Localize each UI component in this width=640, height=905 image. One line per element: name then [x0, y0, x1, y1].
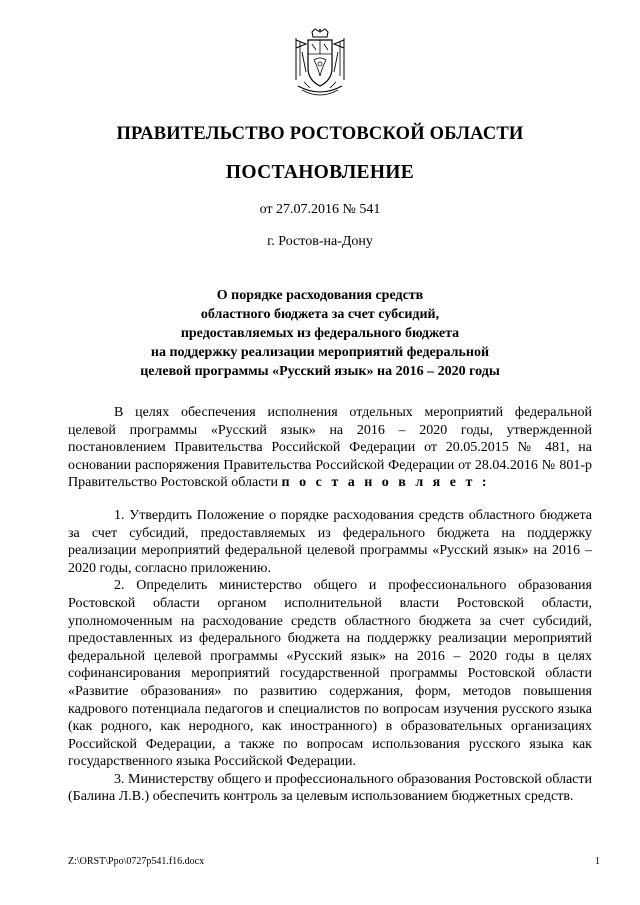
resolves-word: п о с т а н о в л я е т : — [281, 475, 490, 491]
page-footer — [68, 856, 600, 867]
page-number: 1 — [595, 856, 600, 867]
document-date-number: от 27.07.2016 № 541 — [259, 202, 381, 217]
document-type: ПОСТАНОВЛЕНИЕ — [225, 162, 415, 183]
subject-line: предоставляемых из федерального бюджета — [180, 326, 460, 341]
preamble-text: В целях обеспечения исполнения отдельных мероприятий федеральной целевой программы «Русский язык» на 2016 – 2020 годы, утвержденной постановлением Правительства Российской Федерации от 20.05.2015 № 481, на основании распоряжения Правительства Российской Федерации от 28.04.2016 № 801-р Правительство Ростовской области — [68, 405, 592, 491]
organization-title: ПРАВИТЕЛЬСТВО РОСТОВСКОЙ ОБЛАСТИ — [116, 124, 524, 144]
subject-line: на поддержку реализации мероприятий федеральной — [150, 345, 490, 360]
rostov-oblast-coat-of-arms-icon — [292, 28, 348, 100]
item-1-paragraph: 1. Утвердить Положение о порядке расходования средств областного бюджета за счет субсидий, предоставляемых из федерального бюджета на поддержку реализации мероприятий федеральной целевой программы «Русский язык» на 2016 – 2020 годы, согласно приложению. — [68, 507, 592, 576]
subject-line: целевой программы «Русский язык» на 2016 – 2020 годы — [140, 364, 500, 379]
item-3-paragraph: 3. Министерству общего и профессионального образования Ростовской области (Балина Л.В.) обеспечить контроль за целевым использованием бюджетных средств. — [68, 771, 592, 805]
document-subject — [100, 286, 540, 381]
preamble-paragraph — [68, 404, 592, 492]
file-path: Z:\ORST\Ppo\0727p541.f16.docx — [68, 856, 205, 867]
subject-line: О порядке расходования средств — [216, 288, 424, 303]
subject-line: областного бюджета за счет субсидий, — [200, 307, 440, 322]
item-2-paragraph: 2. Определить министерство общего и профессионального образования Ростовской области органом исполнительной власти Ростовской области, уполномоченным на расходование средств областного бюджета за счет субсидий, предоставленных из федерального бюджета на поддержку реализации мероприятий федеральной целевой программы «Русский язык» на 2016 – 2020 годы в целях софинансирования мероприятий государственной программы Ростовской области «Развитие образования» по развитию содержания, форм, методов повышения кадрового потенциала педагогов и специалистов по вопросам изучения русского языка (как родного, как неродного, как иностранного) в образовательных организациях Российской Федерации, а также по вопросам использования русского языка как государственного языка Российской Федерации. — [68, 578, 592, 770]
document-body — [68, 404, 592, 806]
document-place: г. Ростов-на-Дону — [267, 234, 373, 249]
